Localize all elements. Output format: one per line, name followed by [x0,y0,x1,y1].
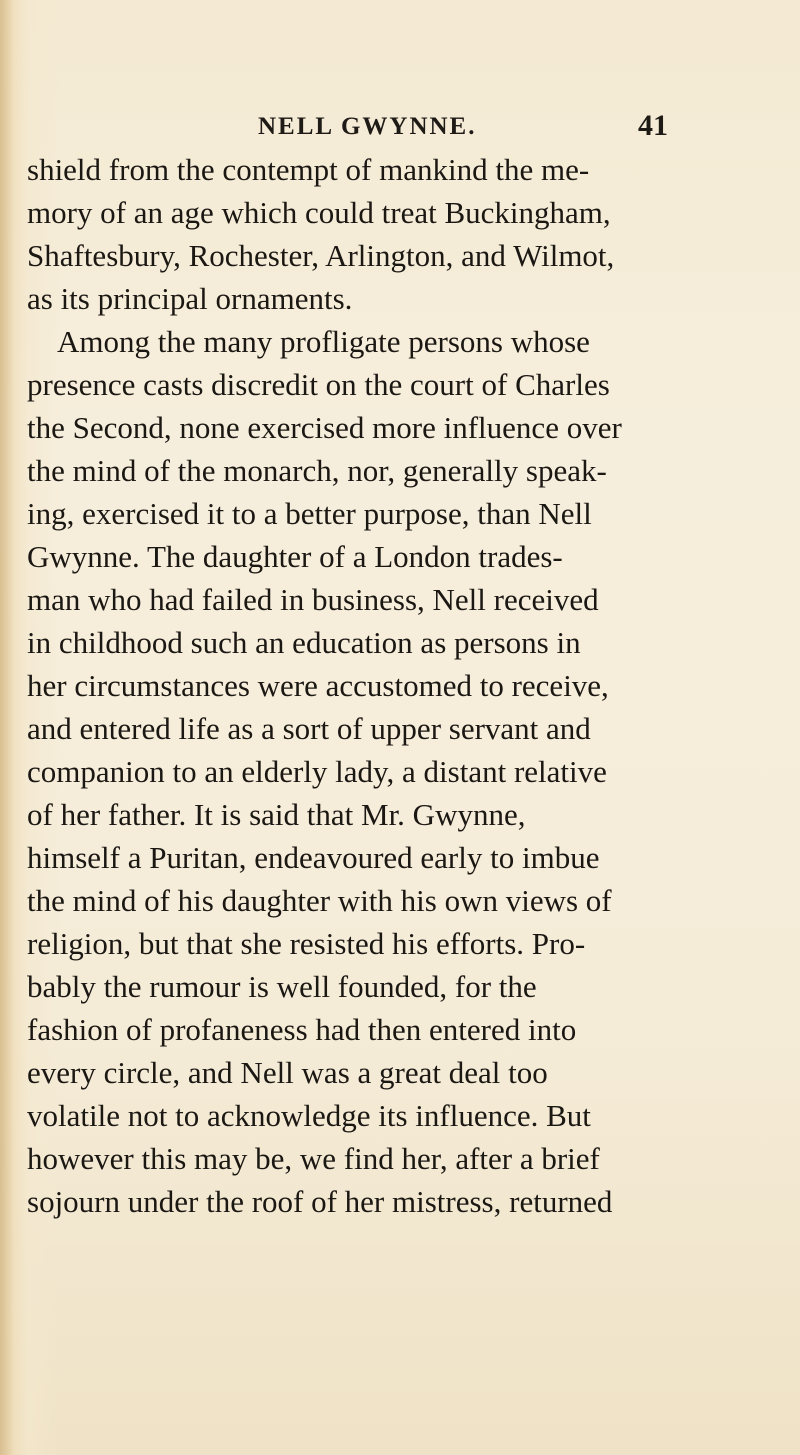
running-head: NELL GWYNNE. [258,113,477,140]
text-line: man who had failed in business, Nell received [27,582,599,617]
text-line: however this may be, we find her, after a brief [27,1141,600,1176]
text-line: bably the rumour is well founded, for the [27,969,537,1004]
text-line: of her father. It is said that Mr. Gwynne, [27,797,526,832]
text-line: Shaftesbury, Rochester, Arlington, and Wilmot, [27,238,615,273]
text-line: fashion of profaneness had then entered into [27,1012,577,1047]
page-gutter-shadow [0,0,14,1455]
text-line: the mind of his daughter with his own views of [27,883,612,918]
text-line: mory of an age which could treat Buckingham, [27,195,611,230]
text-line: the Second, none exercised more influence over [27,410,622,445]
text-line: her circumstances were accustomed to receive, [27,668,609,703]
text-line: shield from the contempt of mankind the me- [27,152,590,187]
page-number: 41 [638,109,668,142]
text-line: and entered life as a sort of upper servant and [27,711,591,746]
text-line: every circle, and Nell was a great deal too [27,1055,548,1090]
text-line: himself a Puritan, endeavoured early to imbue [27,840,600,875]
text-line: Gwynne. The daughter of a London trades- [27,539,563,574]
text-line: in childhood such an education as persons in [27,625,581,660]
text-line: sojourn under the roof of her mistress, returned [27,1184,613,1219]
text-line: the mind of the monarch, nor, generally speak- [27,453,607,488]
text-line: presence casts discredit on the court of Charles [27,367,610,402]
text-line: as its principal ornaments. [27,281,353,316]
text-line: volatile not to acknowledge its influence. But [27,1098,591,1133]
text-line: Among the many profligate persons whose [57,324,590,359]
text-line: ing, exercised it to a better purpose, than Nell [27,496,592,531]
page-header [0,109,800,153]
text-line: companion to an elderly lady, a distant relative [27,754,607,789]
text-line: religion, but that she resisted his efforts. Pro- [27,926,586,961]
